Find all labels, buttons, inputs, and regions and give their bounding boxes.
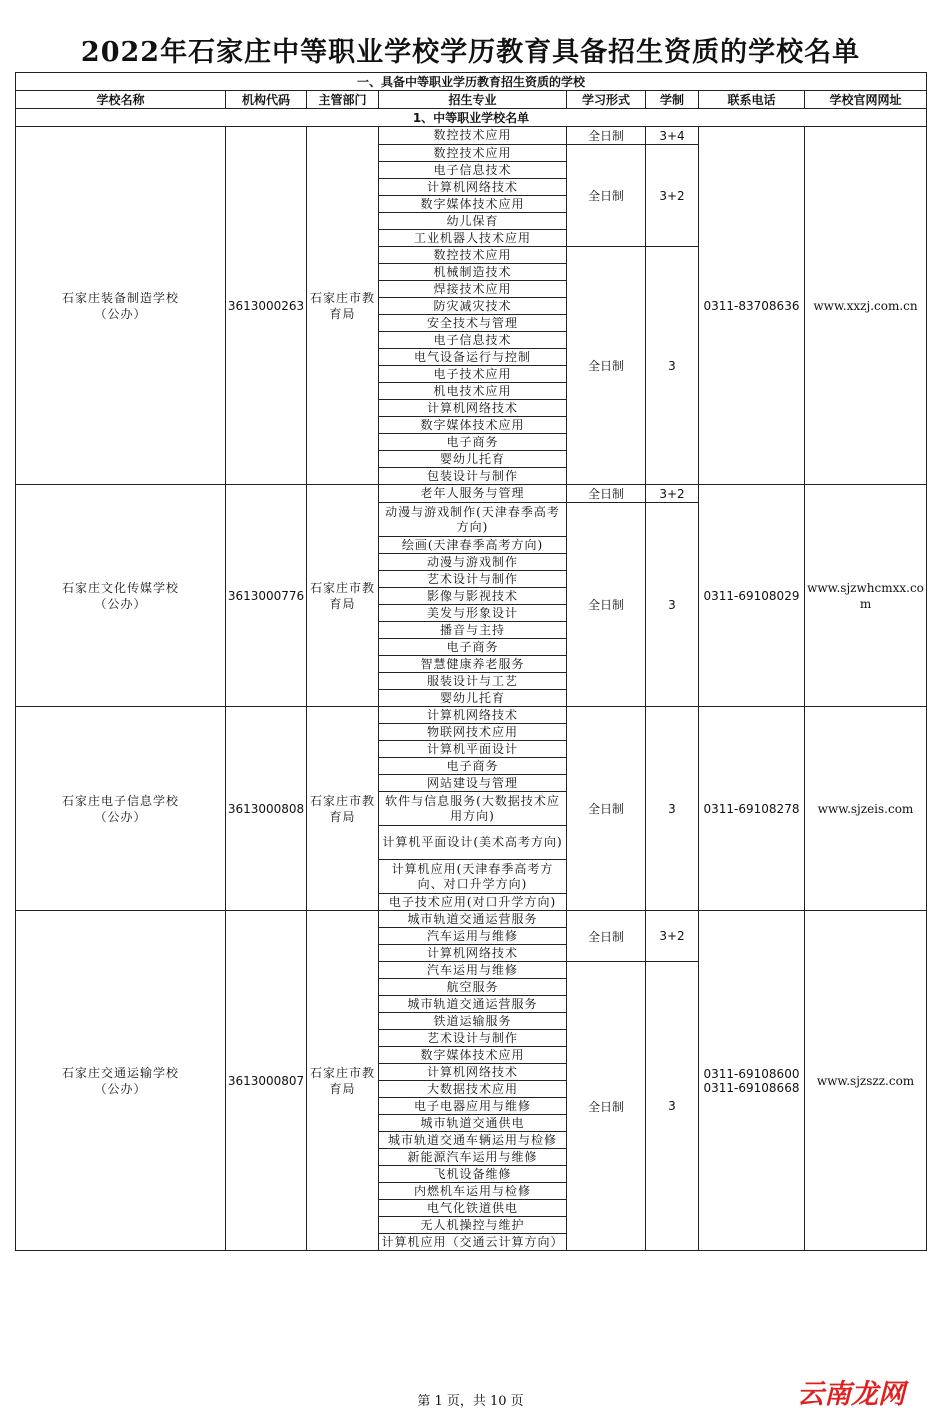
institution-code: 3613000808 <box>226 707 307 911</box>
institution-code: 3613000263 <box>226 127 307 485</box>
header-phone: 联系电话 <box>699 91 805 109</box>
phone: 0311-69108600 0311-69108668 <box>699 911 805 1251</box>
header-school-name: 学校名称 <box>16 91 226 109</box>
header-years: 学制 <box>646 91 699 109</box>
major: 数控技术应用 <box>379 247 567 264</box>
table-row <box>16 707 927 724</box>
major: 计算机平面设计 <box>379 741 567 758</box>
header-website: 学校官网网址 <box>805 91 927 109</box>
major: 安全技术与管理 <box>379 315 567 332</box>
school-name: 石家庄文化传媒学校 （公办） <box>16 485 226 707</box>
major: 网站建设与管理 <box>379 775 567 792</box>
department: 石家庄市教 育局 <box>307 911 379 1251</box>
study-years: 3+2 <box>646 485 699 503</box>
major: 电子信息技术 <box>379 332 567 349</box>
major: 艺术设计与制作 <box>379 571 567 588</box>
major: 内燃机车运用与检修 <box>379 1183 567 1200</box>
study-form: 全日制 <box>567 485 646 503</box>
study-years: 3 <box>646 962 699 1251</box>
study-years: 3+2 <box>646 145 699 247</box>
website: www.xxzj.com.cn <box>805 127 927 485</box>
school-table <box>15 72 927 1251</box>
major: 计算机网络技术 <box>379 400 567 417</box>
study-form: 全日制 <box>567 145 646 247</box>
major: 计算机平面设计(美术高考方向) <box>379 826 567 860</box>
phone: 0311-83708636 <box>699 127 805 485</box>
department: 石家庄市教 育局 <box>307 485 379 707</box>
study-form: 全日制 <box>567 247 646 485</box>
department: 石家庄市教 育局 <box>307 127 379 485</box>
major: 机电技术应用 <box>379 383 567 400</box>
major: 防灾减灾技术 <box>379 298 567 315</box>
major: 电子信息技术 <box>379 162 567 179</box>
study-form: 全日制 <box>567 911 646 962</box>
major: 铁道运输服务 <box>379 1013 567 1030</box>
school-name: 石家庄电子信息学校 （公办） <box>16 707 226 911</box>
major: 飞机设备维修 <box>379 1166 567 1183</box>
header-study-form: 学习形式 <box>567 91 646 109</box>
section-heading: 一、具备中等职业学历教育招生资质的学校 <box>16 73 927 91</box>
major: 影像与影视技术 <box>379 588 567 605</box>
major: 绘画(天津春季高考方向) <box>379 537 567 554</box>
major: 计算机网络技术 <box>379 707 567 724</box>
major: 工业机器人技术应用 <box>379 230 567 247</box>
major: 计算机应用(天津春季高考方向、对口升学方向) <box>379 860 567 894</box>
major: 城市轨道交通运营服务 <box>379 996 567 1013</box>
major: 物联网技术应用 <box>379 724 567 741</box>
major: 大数据技术应用 <box>379 1081 567 1098</box>
major: 汽车运用与维修 <box>379 928 567 945</box>
major: 数字媒体技术应用 <box>379 1047 567 1064</box>
watermark-logo: 云南龙网 <box>797 1379 905 1410</box>
major: 计算机网络技术 <box>379 179 567 196</box>
phone: 0311-69108278 <box>699 707 805 911</box>
study-years: 3 <box>646 503 699 707</box>
subsection-heading: 1、中等职业学校名单 <box>16 109 927 127</box>
major: 电子技术应用 <box>379 366 567 383</box>
major: 包装设计与制作 <box>379 468 567 485</box>
website: www.sjzeis.com <box>805 707 927 911</box>
header-dept: 主管部门 <box>307 91 379 109</box>
department: 石家庄市教 育局 <box>307 707 379 911</box>
major: 新能源汽车运用与维修 <box>379 1149 567 1166</box>
major: 航空服务 <box>379 979 567 996</box>
study-form: 全日制 <box>567 962 646 1251</box>
major: 动漫与游戏制作(天津春季高考方向) <box>379 503 567 537</box>
major: 城市轨道交通车辆运用与检修 <box>379 1132 567 1149</box>
study-years: 3+2 <box>646 911 699 962</box>
major: 动漫与游戏制作 <box>379 554 567 571</box>
study-form: 全日制 <box>567 707 646 911</box>
major: 城市轨道交通供电 <box>379 1115 567 1132</box>
major: 电子电器应用与维修 <box>379 1098 567 1115</box>
major: 计算机网络技术 <box>379 1064 567 1081</box>
major: 数控技术应用 <box>379 145 567 162</box>
study-years: 3 <box>646 247 699 485</box>
major: 智慧健康养老服务 <box>379 656 567 673</box>
major: 艺术设计与制作 <box>379 1030 567 1047</box>
major: 幼儿保育 <box>379 213 567 230</box>
major: 电子商务 <box>379 639 567 656</box>
major: 播音与主持 <box>379 622 567 639</box>
major: 计算机应用（交通云计算方向） <box>379 1234 567 1251</box>
school-name: 石家庄装备制造学校 （公办） <box>16 127 226 485</box>
table-row <box>16 127 927 145</box>
study-years: 3+4 <box>646 127 699 145</box>
major: 数字媒体技术应用 <box>379 196 567 213</box>
website: www.sjzszz.com <box>805 911 927 1251</box>
phone: 0311-69108029 <box>699 485 805 707</box>
website: www.sjzwhcmxx.com <box>805 485 927 707</box>
major: 机械制造技术 <box>379 264 567 281</box>
major: 电子商务 <box>379 434 567 451</box>
major: 汽车运用与维修 <box>379 962 567 979</box>
major: 无人机操控与维护 <box>379 1217 567 1234</box>
table-row <box>16 485 927 503</box>
major: 电气设备运行与控制 <box>379 349 567 366</box>
study-form: 全日制 <box>567 127 646 145</box>
major: 软件与信息服务(大数据技术应用方向) <box>379 792 567 826</box>
header-code: 机构代码 <box>226 91 307 109</box>
study-form: 全日制 <box>567 503 646 707</box>
major: 老年人服务与管理 <box>379 485 567 503</box>
institution-code: 3613000807 <box>226 911 307 1251</box>
study-years: 3 <box>646 707 699 911</box>
header-major: 招生专业 <box>379 91 567 109</box>
major: 数控技术应用 <box>379 127 567 145</box>
institution-code: 3613000776 <box>226 485 307 707</box>
major: 电气化铁道供电 <box>379 1200 567 1217</box>
major: 计算机网络技术 <box>379 945 567 962</box>
major: 城市轨道交通运营服务 <box>379 911 567 928</box>
major: 婴幼儿托育 <box>379 690 567 707</box>
major: 电子商务 <box>379 758 567 775</box>
major: 服装设计与工艺 <box>379 673 567 690</box>
major: 美发与形象设计 <box>379 605 567 622</box>
major: 婴幼儿托育 <box>379 451 567 468</box>
page-footer: 第 1 页，共 10 页 <box>417 1394 524 1409</box>
major: 电子技术应用(对口升学方向) <box>379 894 567 911</box>
school-name: 石家庄交通运输学校 （公办） <box>16 911 226 1251</box>
major: 数字媒体技术应用 <box>379 417 567 434</box>
table-row <box>16 911 927 928</box>
page-title: 2022年石家庄中等职业学校学历教育具备招生资质的学校名单 <box>80 37 861 68</box>
major: 焊接技术应用 <box>379 281 567 298</box>
